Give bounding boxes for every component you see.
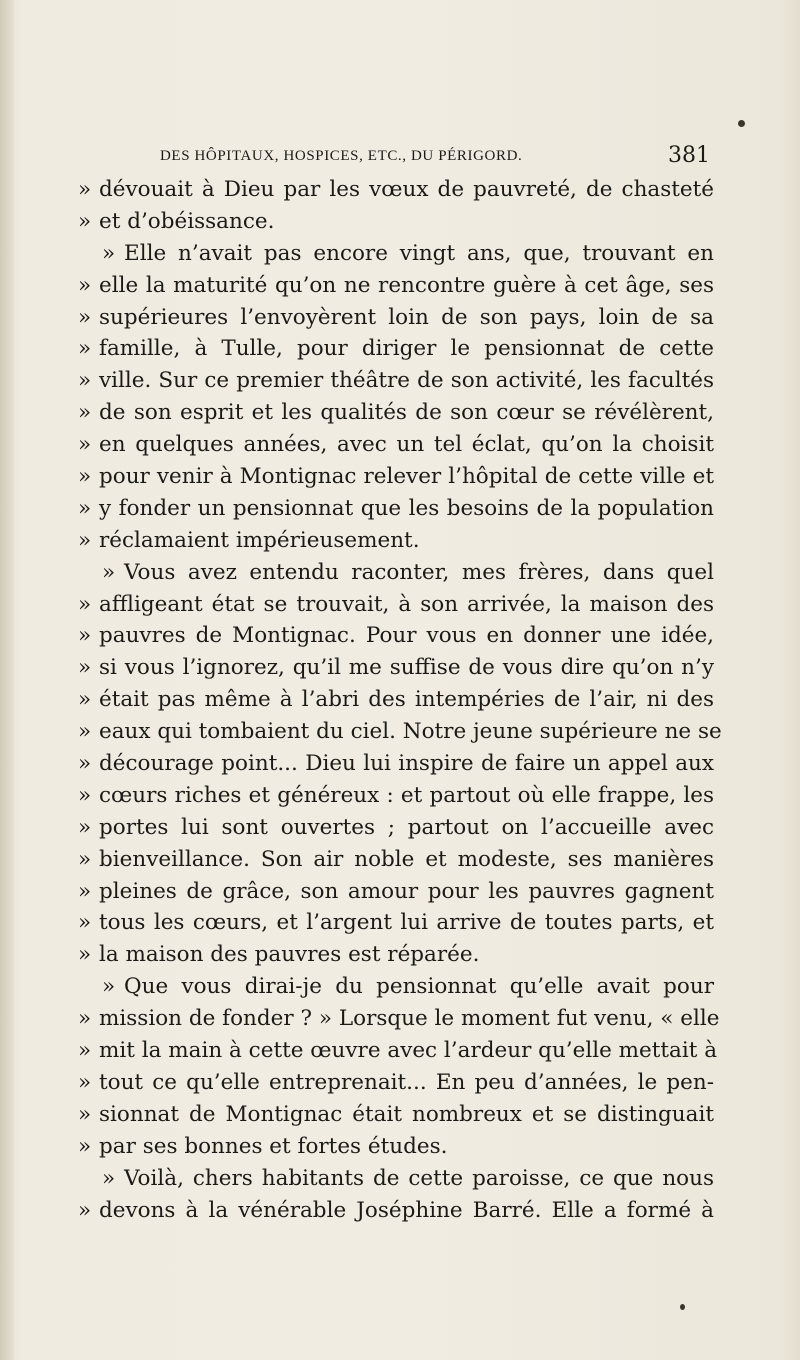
line-text: la maison des pauvres est réparée. [99,942,480,968]
line-text: sionnat de Montignac était nombreux et se distinguait [99,1101,714,1127]
line-text: était pas même à l’abri des intempéries de l’air, ni des [99,687,714,713]
quote-mark: » [78,368,92,394]
line-text: tout ce qu’elle entreprenait... En peu d’années, le pen- [99,1069,714,1095]
text-line [74,971,714,1003]
text-line [74,1195,714,1227]
text-line [74,812,714,844]
text-line [74,206,714,238]
body-text [74,174,722,1226]
line-text: ville. Sur ce premier théâtre de son activité, les facultés [99,368,714,394]
quote-mark: » [78,495,92,521]
text-line [74,589,714,621]
line-text: de son esprit et les qualités de son cœur se révélèrent, [99,400,714,426]
quote-mark: » [78,687,92,713]
text-line [74,333,714,365]
text-line [74,716,722,748]
text-line [74,174,714,206]
line-text: eaux qui tombaient du ciel. Notre jeune supérieure ne se [99,719,722,745]
line-text: mit la main à cette œuvre avec l’ardeur qu’elle mettait à [99,1038,718,1064]
text-line [74,748,714,780]
line-text: et d’obéissance. [99,208,275,234]
ink-speck [738,120,745,127]
quote-mark: » [78,623,92,649]
quote-mark: » [78,400,92,426]
quote-mark: » [78,1038,92,1064]
page-gutter [0,0,14,1360]
text-line [74,1099,714,1131]
text-line [74,876,714,908]
line-text: Voilà, chers habitants de cette paroisse, ce que nous [124,1165,714,1191]
line-text: cœurs riches et généreux : et partout où elle frappe, les [99,782,714,808]
line-text: affligeant état se trouvait, à son arrivée, la maison des [99,591,714,617]
text-line [74,302,714,334]
line-text: tous les cœurs, et l’argent lui arrive de toutes parts, et [99,910,714,936]
line-text: si vous l’ignorez, qu’il me suffise de vous dire qu’on n’y [99,655,714,681]
text-line [74,429,714,461]
quote-mark: » [102,240,116,266]
text-line [74,844,714,876]
line-text: par ses bonnes et fortes études. [99,1133,448,1159]
text-line [74,1067,714,1099]
line-text: pour venir à Montignac relever l’hôpital de cette ville et [99,464,714,490]
quote-mark: » [78,878,92,904]
line-text: supérieures l’envoyèrent loin de son pays, loin de sa [99,304,714,330]
quote-mark: » [78,527,92,553]
text-line [74,397,714,429]
quote-mark: » [78,1006,92,1032]
quote-mark: » [102,559,116,585]
quote-mark: » [78,910,92,936]
text-line [74,1131,714,1163]
text-line [74,939,714,971]
text-line [74,652,714,684]
quote-mark: » [102,1165,116,1191]
line-text: Que vous dirai-je du pensionnat qu’elle avait pour [124,974,714,1000]
text-line [74,557,714,589]
line-text: Elle n’avait pas encore vingt ans, que, trouvant en [124,240,714,266]
quote-mark: » [78,846,92,872]
text-line [74,525,714,557]
quote-mark: » [78,751,92,777]
text-line [74,493,714,525]
line-text: réclamaient impérieusement. [99,527,420,553]
line-text: devons à la vénérable Joséphine Barré. Elle a formé à [99,1197,714,1223]
line-text: pleines de grâce, son amour pour les pauvres gagnent [99,878,714,904]
text-line [74,1163,714,1195]
quote-mark: » [78,942,92,968]
quote-mark: » [78,1069,92,1095]
running-head: DES HÔPITAUX, HOSPICES, ETC., DU PÉRIGORD. [160,148,523,164]
line-text: elle la maturité qu’on ne rencontre guère à cet âge, ses [99,272,714,298]
quote-mark: » [78,208,92,234]
quote-mark: » [78,591,92,617]
quote-mark: » [102,974,116,1000]
text-line [74,365,714,397]
line-text: portes lui sont ouvertes ; partout on l’accueille avec [99,814,714,840]
line-text: décourage point... Dieu lui inspire de faire un appel aux [99,751,714,777]
quote-mark: » [78,336,92,362]
quote-mark: » [78,782,92,808]
quote-mark: » [78,719,92,745]
quote-mark: » [78,814,92,840]
page-number: 381 [668,143,710,168]
quote-mark: » [78,177,92,202]
text-line [74,620,714,652]
quote-mark: » [78,655,92,681]
text-line [74,684,714,716]
text-line [74,1003,720,1035]
quote-mark: » [78,272,92,298]
text-line [74,780,714,812]
line-text: bienveillance. Son air noble et modeste, ses manières [99,846,714,872]
quote-mark: » [78,1133,92,1159]
line-text: pauvres de Montignac. Pour vous en donner une idée, [99,623,714,649]
quote-mark: » [78,464,92,490]
quote-mark: » [78,304,92,330]
quote-mark: » [78,1101,92,1127]
ink-speck [680,1304,685,1310]
quote-mark: » [78,432,92,458]
text-line [74,461,714,493]
text-line [74,1035,718,1067]
line-text: y fonder un pensionnat que les besoins de la population [99,495,714,521]
page-header [160,143,716,171]
quote-mark: » [78,1197,92,1223]
line-text: en quelques années, avec un tel éclat, qu’on la choisit [99,432,714,458]
line-text: mission de fonder ? » Lorsque le moment fut venu, « elle [99,1006,720,1032]
text-line [74,238,714,270]
text-line [74,270,714,302]
line-text: Vous avez entendu raconter, mes frères, dans quel [124,559,714,585]
text-line [74,907,714,939]
line-text: dévouait à Dieu par les vœux de pauvreté, de chasteté [99,177,714,202]
line-text: famille, à Tulle, pour diriger le pensionnat de cette [99,336,714,362]
